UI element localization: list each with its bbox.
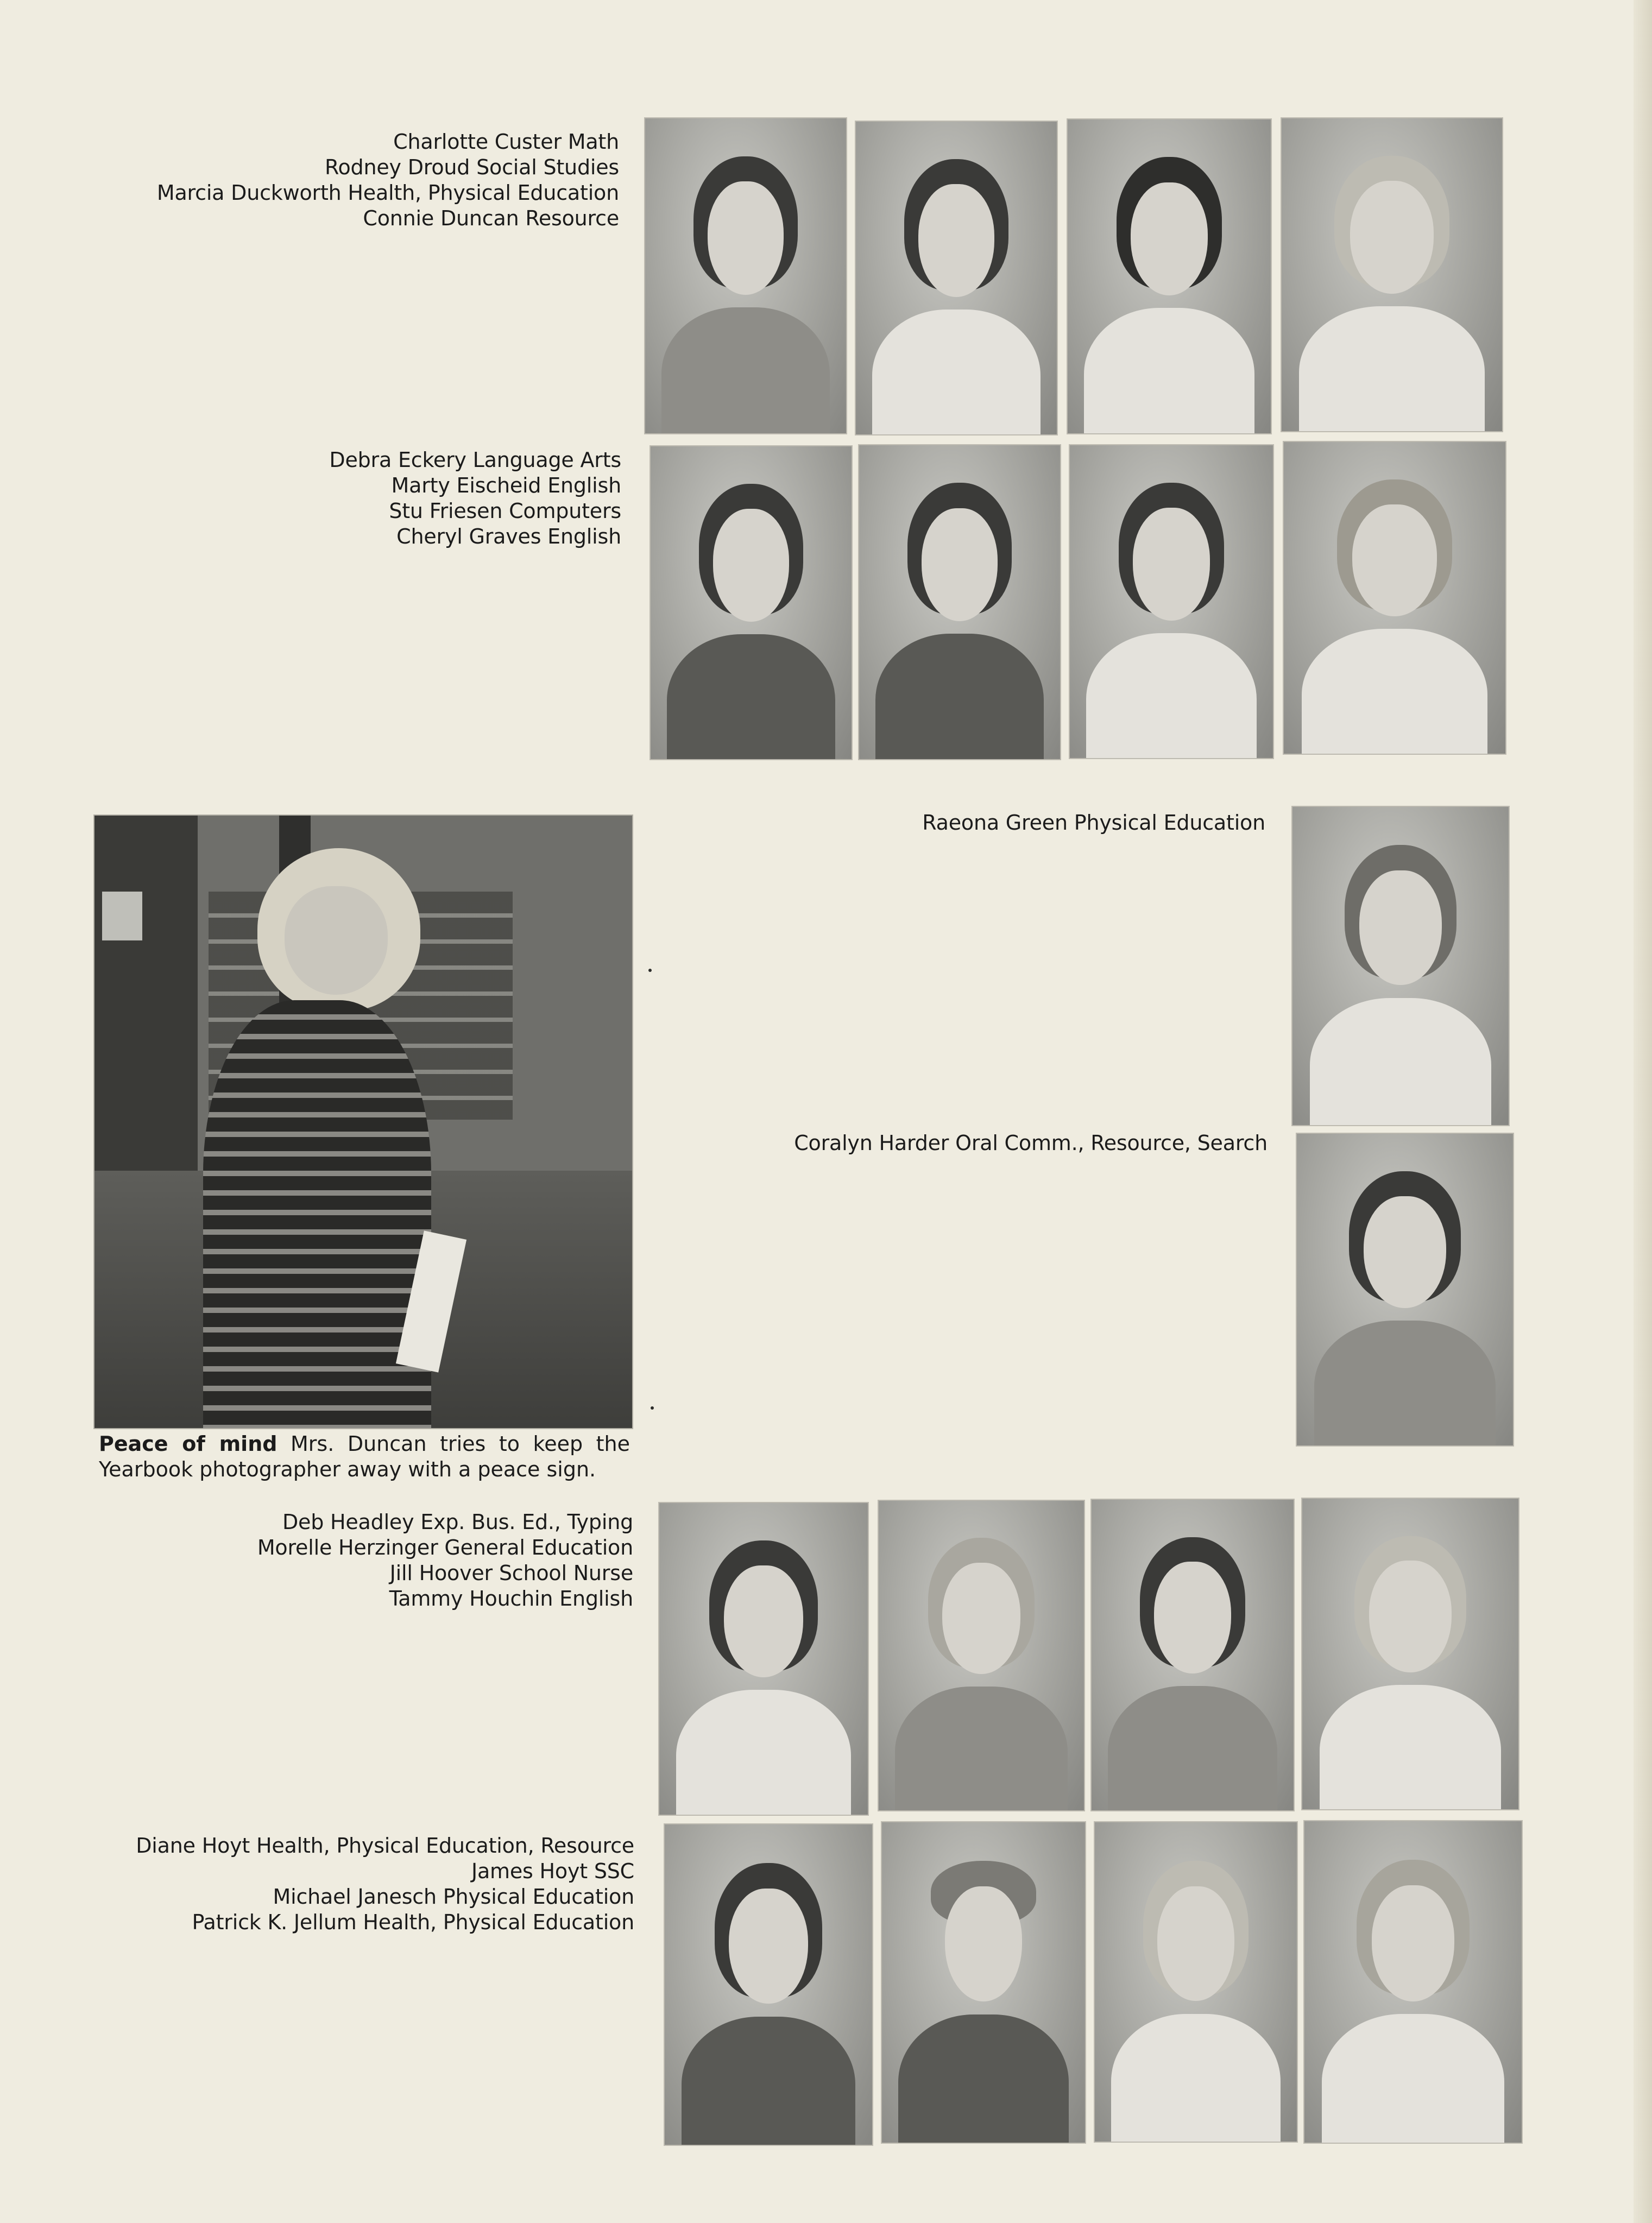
portrait-photo — [1281, 117, 1503, 432]
name-line: Diane Hoyt Health, Physical Education, Resource — [136, 1834, 634, 1858]
name-line: Cheryl Graves English — [396, 525, 621, 548]
name-line: Marty Eischeid English — [391, 473, 621, 497]
portrait-photo — [658, 1502, 869, 1816]
candid-photo-duncan — [93, 814, 633, 1429]
page-binding-edge — [1634, 0, 1652, 2223]
portrait-photo — [664, 1823, 873, 2146]
portrait-photo — [855, 121, 1058, 435]
name-list-group-5 — [257, 1510, 633, 1612]
caption-lead: Peace of mind — [99, 1432, 278, 1456]
portrait-photo — [644, 117, 847, 434]
name-list-group-4 — [794, 1131, 1268, 1156]
caption-text: Mrs. Duncan tries to keep the Yearbook photographer away with a peace sign. — [99, 1432, 630, 1481]
portrait-photo — [878, 1500, 1085, 1811]
portrait-photo — [1094, 1821, 1298, 2143]
name-line: James Hoyt SSC — [471, 1859, 634, 1883]
name-line: Raeona Green Physical Education — [922, 811, 1265, 835]
name-line: Charlotte Custer Math — [393, 130, 619, 154]
portrait-photo — [650, 445, 853, 760]
name-list-group-6 — [136, 1833, 634, 1935]
portrait-photo — [1303, 1820, 1523, 2144]
portrait-photo — [1296, 1133, 1514, 1447]
portrait-photo — [858, 444, 1061, 760]
portrait-photo — [1067, 118, 1272, 434]
portrait-photo — [881, 1821, 1086, 2144]
name-list-group-3 — [922, 810, 1265, 836]
name-list-group-1 — [157, 129, 619, 231]
print-speck — [648, 969, 652, 972]
name-line: Patrick K. Jellum Health, Physical Education — [192, 1910, 634, 1934]
photo-caption — [99, 1431, 630, 1482]
name-line: Michael Janesch Physical Education — [273, 1885, 634, 1909]
name-line: Coralyn Harder Oral Comm., Resource, Search — [794, 1131, 1268, 1155]
name-line: Rodney Droud Social Studies — [325, 155, 619, 179]
name-list-group-2 — [329, 447, 621, 550]
name-line: Deb Headley Exp. Bus. Ed., Typing — [282, 1510, 633, 1534]
portrait-photo — [1301, 1498, 1519, 1810]
portrait-photo — [1090, 1499, 1295, 1811]
name-line: Debra Eckery Language Arts — [329, 448, 621, 472]
name-line: Connie Duncan Resource — [363, 206, 619, 230]
portrait-photo — [1283, 441, 1506, 755]
portrait-photo — [1291, 806, 1510, 1126]
name-line: Tammy Houchin English — [389, 1587, 633, 1611]
name-line: Stu Friesen Computers — [389, 499, 621, 523]
name-line: Jill Hoover School Nurse — [389, 1561, 633, 1585]
name-line: Marcia Duckworth Health, Physical Education — [156, 181, 619, 205]
name-line: Morelle Herzinger General Education — [257, 1536, 633, 1559]
print-speck — [651, 1406, 654, 1410]
portrait-photo — [1069, 444, 1274, 759]
